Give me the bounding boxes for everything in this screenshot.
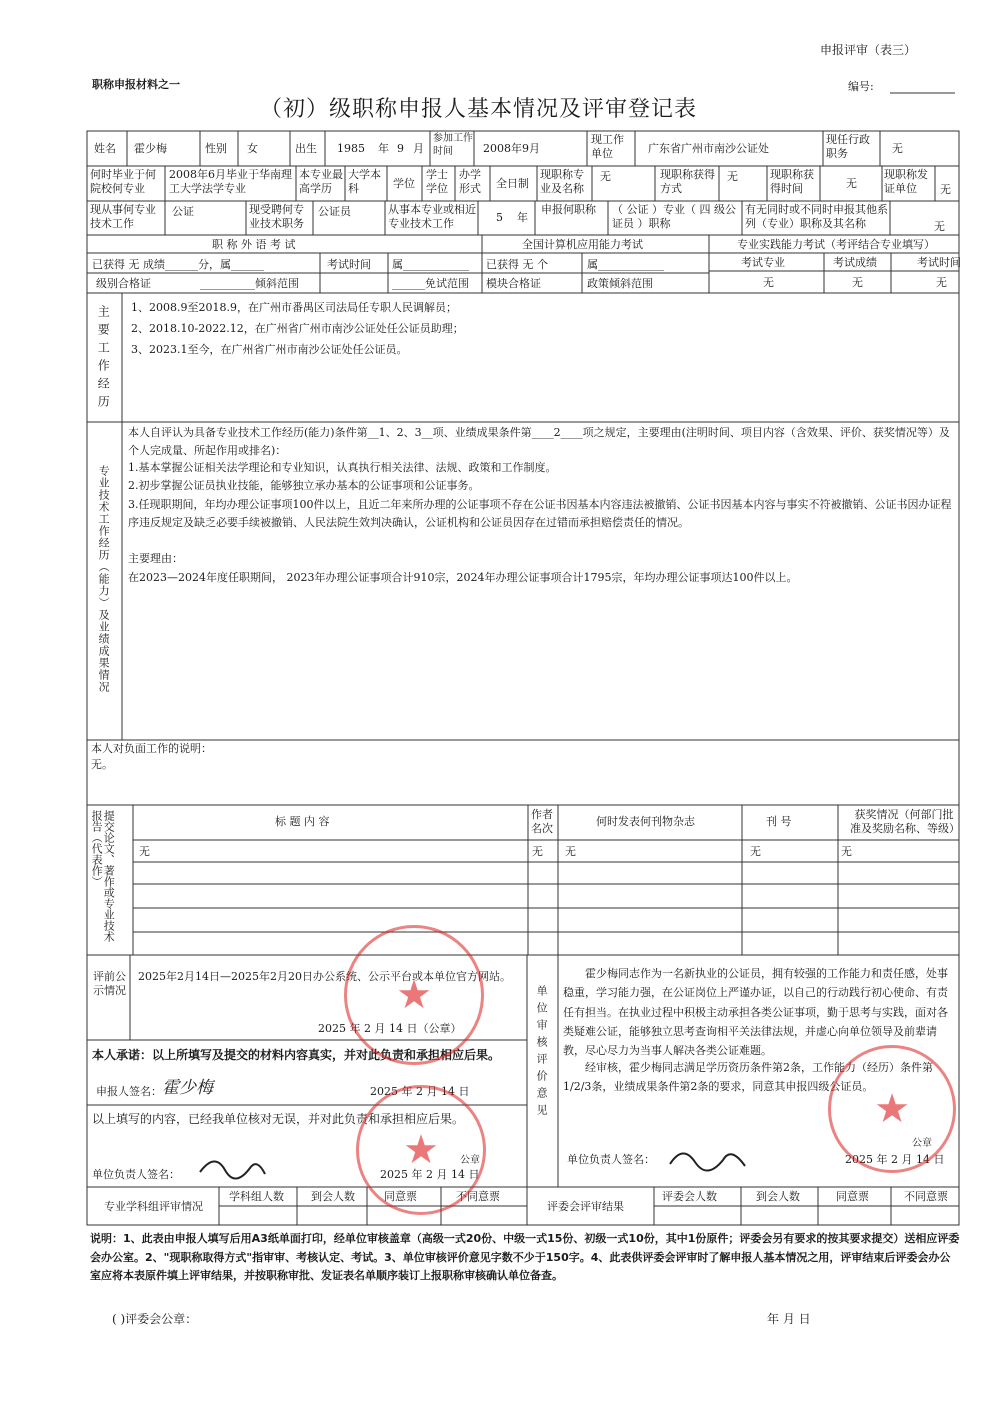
issuer-value: 无 <box>940 183 951 196</box>
comm-col-members: 评委会人数 <box>662 1190 717 1203</box>
papers-col-award: 获奖情况（何部门批准及奖励名称、等级） <box>850 808 960 835</box>
pledge-sign-label: 申报人签名： <box>96 1085 162 1098</box>
comp-line2: 模块合格证 <box>486 277 541 290</box>
lang-line2c: ______免试范围 <box>392 277 469 290</box>
name-label: 姓名 <box>94 142 116 155</box>
papers-award-value: 无 <box>841 845 852 858</box>
dept-col-members: 学科组人数 <box>229 1190 284 1203</box>
name-value: 霍少梅 <box>134 142 167 155</box>
official-seal-stamp <box>344 925 484 1065</box>
comp-line1: 已获得 无 个 <box>486 258 548 271</box>
comm-col-agree: 同意票 <box>836 1190 869 1203</box>
official-seal-stamp <box>828 1045 956 1173</box>
unit-review-p1: 霍少梅同志作为一名新执业的公证员，拥有较强的工作能力和责任感，处事稳重，学习能力强，在公证岗位上严谨办证，以自己的行动践行初心使命、有责任有担当。在执业过程中积极主动承担各类公证事项，勤于思考与实践，面对各类疑难公证，能够独立思考查询相平关法律法规，并虚心向单位领导及前辈请教，尽心尽力为当事人解决各类公证难题。 <box>563 967 948 1057</box>
unit-review-p2: 经审核，霍少梅同志满足学历资历条件第2条，工作能力（经历）条件第1/2/3条，业绩成果条件第2条的要求，同意其申报四级公证员。 <box>563 1061 933 1094</box>
obtain-label: 现职称获得方式 <box>660 168 715 195</box>
years-label: 从事本专业或相近专业技术工作 <box>388 203 476 230</box>
lang-line2b: __________倾斜范围 <box>200 277 299 290</box>
verify-text: 以上填写的内容，已经我单位核对无误，并对此负责和承担相应后果。 <box>92 1112 465 1126</box>
prac-val-time: 无 <box>936 276 947 289</box>
head-date: 2025 年 2 月 14 日 <box>380 1168 480 1181</box>
committee-date: 年 月 日 <box>767 1312 811 1326</box>
degree-value: 学士学位 <box>426 168 448 195</box>
other-label: 有无同时或不同时申报其他系列（专业）职称及其名称 <box>745 203 888 230</box>
form-code: 申报评审（表三） <box>820 43 917 57</box>
reason-title: 主要理由： <box>128 552 183 565</box>
unit-label: 现工作单位 <box>591 133 624 160</box>
apply-value: （ 公证 ）专业（ 四 级公证员 ）职称 <box>612 203 736 230</box>
comp-line1b: 属____________ <box>587 258 664 271</box>
comm-review-label: 评委会评审结果 <box>547 1200 624 1213</box>
edu-label: 本专业最高学历 <box>299 168 343 195</box>
pledge-date: 2025 年 2 月 14 日 <box>370 1085 470 1098</box>
papers-title-value: 无 <box>139 845 150 858</box>
cur-title-value: 无 <box>600 170 611 183</box>
performance-item-1: 1.基本掌握公证相关法学理论和专业知识，认真执行相关法律、法规、政策和工作制度。 <box>128 461 557 474</box>
committee-seal-label: ( )评委会公章： <box>112 1312 198 1326</box>
birth-year-unit: 年 <box>378 142 389 155</box>
grad-value: 2008年6月毕业于华南理工大学法学专业 <box>169 168 292 195</box>
page-title: （初）级职称申报人基本情况及评审登记表 <box>260 97 698 122</box>
work-history-line-1: 1、2008.9至2018.9，在广州市番禺区司法局任专职人民调解员； <box>131 301 457 314</box>
papers-issn-value: 无 <box>750 845 761 858</box>
serial-label: 编号: <box>848 80 874 93</box>
work-history-line-3: 3、2023.1至今，在广州省广州市南沙公证处任公证员。 <box>131 343 408 356</box>
work-history-label: 主要工作经历 <box>96 305 111 413</box>
unit-head-sign-label: 单位负责人签名： <box>567 1153 655 1166</box>
performance-item-2: 2.初步掌握公证员执业技能，能够独立承办基本的公证事项和公证事务。 <box>128 479 480 492</box>
dept-col-present: 到会人数 <box>311 1190 355 1203</box>
papers-label: 提交论文、著作或专业技术报告（代表作） <box>90 810 116 942</box>
lang-line2: 级别合格证 <box>96 277 151 290</box>
lang-header: 职 称 外 语 考 试 <box>212 238 296 251</box>
birth-label: 出生 <box>295 142 317 155</box>
edu-value: 大学本科 <box>348 168 381 195</box>
papers-col-rank: 作者名次 <box>531 808 553 835</box>
seal-star-icon: ★ <box>396 972 432 1018</box>
dept-col-agree: 同意票 <box>384 1190 417 1203</box>
birth-month-unit: 月 <box>413 142 424 155</box>
applicant-signature: 霍少梅 <box>162 1078 213 1098</box>
pledge-text: 本人承诺：以上所填写及提交的材料内容真实，并对此负责和承担相应后果。 <box>92 1048 501 1062</box>
prac-col-time: 考试时间 <box>917 256 961 269</box>
papers-col-journal: 何时发表何刊物杂志 <box>596 815 695 828</box>
official-seal-stamp <box>356 1085 486 1215</box>
unit-signature-scribble <box>665 1140 755 1176</box>
pledge-seal: 公章 <box>460 1155 480 1166</box>
papers-rank-value: 无 <box>532 845 543 858</box>
other-value: 无 <box>934 220 945 233</box>
head-sign-label: 单位负责人签名： <box>92 1168 180 1181</box>
performance-label: 专业技术工作经历（能力）及业绩成果情况 <box>97 465 111 693</box>
unit-seal: 公章 <box>912 1138 932 1149</box>
seal-star-icon: ★ <box>874 1086 910 1132</box>
prac-val-subject: 无 <box>763 276 774 289</box>
gender-value: 女 <box>247 142 258 155</box>
apply-label: 申报何职称 <box>541 203 596 216</box>
comm-col-present: 到会人数 <box>756 1190 800 1203</box>
prac-val-score: 无 <box>852 276 863 289</box>
publicity-label: 评前公示情况 <box>93 970 126 998</box>
lang-exam-time: 考试时间 <box>327 258 371 271</box>
degree-label: 学位 <box>393 177 415 190</box>
seal-star-icon: ★ <box>403 1127 439 1173</box>
dept-review-label: 专业学科组评审情况 <box>104 1200 203 1213</box>
comp-line2b: 政策倾斜范围 <box>587 277 653 290</box>
work-start-label: 参加工作时间 <box>433 133 473 157</box>
negative-label: 本人对负面工作的说明： <box>91 742 212 755</box>
unit-review-label: 单位审核评价意见 <box>535 985 549 1121</box>
cur-title-label: 现职称专业及名称 <box>540 168 584 195</box>
hired-label: 现受聘何专业技术职务 <box>249 203 304 230</box>
comp-header: 全国计算机应用能力考试 <box>522 238 643 251</box>
post-value: 无 <box>892 142 903 155</box>
field-value: 公证 <box>172 205 194 218</box>
unit-value: 广东省广州市南沙公证处 <box>648 142 769 155</box>
papers-journal-value: 无 <box>565 845 576 858</box>
negative-value: 无。 <box>91 758 113 771</box>
head-signature-scribble <box>195 1150 275 1182</box>
performance-intro: 本人自评认为具备专业技术工作经历(能力)条件第__1、2、3__项、业绩成果条件第____2____项之规定，主要理由(注明时间、项目内容（含效果、评价、获奖情况等）及个人完成量、所起作用或排名)： <box>128 426 950 457</box>
prac-col-subject: 考试专业 <box>741 256 785 269</box>
papers-col-title: 标 题 内 容 <box>275 815 330 828</box>
gender-label: 性别 <box>205 142 227 155</box>
years-value: 5 <box>496 211 503 224</box>
mode-label: 办学形式 <box>459 168 481 195</box>
performance-item-3: 3.任现职期间，年均办理公证事项100件以上，且近二年来所办理的公证事项不存在公证书因基本内容违法被撤销、公证书因基本内容与事实不符被撤销、公证书因办证程序违反规定及缺乏必要手续被撤销、人民法院生效判决确认，公证机构和公证员因存在过错而承担赔偿责任的情况。 <box>128 498 952 529</box>
unit-review-date: 2025 年 2 月 14 日 <box>845 1153 945 1166</box>
hired-value: 公证员 <box>318 205 351 218</box>
mode-value: 全日制 <box>496 177 529 190</box>
lang-line1b: 属____________ <box>392 258 469 271</box>
dept-col-disagree: 不同意票 <box>456 1190 500 1203</box>
publicity-date: 2025 年 2 月 14 日（公章） <box>318 1022 462 1035</box>
comm-col-disagree: 不同意票 <box>904 1190 948 1203</box>
grad-label: 何时毕业于何院校何专业 <box>90 168 156 195</box>
field-label: 现从事何专业技术工作 <box>90 203 156 230</box>
work-start-value: 2008年9月 <box>483 142 540 155</box>
reason-text: 在2023—2024年度任职期间， 2023年办理公证事项合计910宗，2024年办理公证事项合计1795宗，年均办理公证事项达100件以上。 <box>128 571 798 584</box>
obtain-value: 无 <box>727 170 738 183</box>
work-history-line-2: 2、2018.10-2022.12，在广州省广州市南沙公证处任公证员助理； <box>131 322 464 335</box>
birth-month: 9 <box>397 142 404 155</box>
papers-col-issn: 刊 号 <box>766 815 792 828</box>
notes: 说明：1、此表由申报人填写后用A3纸单面打印，经单位审核盖章（高级一式20份、中级一式15份、初级一式10份，其中1份原件；评委会另有要求的按其要求提交）送相应评委会办公室。2、"现职称取得方式"指审审、考核认定、考试。3、单位审核评价意见字数不少于150字。4、此表供评委会评审时了解申报人基本情况之用，评审结束后评委会办公室应将本表原件填上评审结果，并按职称审批、发证表名单顺序装订上报职称审核确认单位备查。 <box>90 1232 960 1283</box>
issuer-label: 现职称发证单位 <box>884 168 928 195</box>
post-label: 现任行政职务 <box>826 133 870 160</box>
obtain-time-label: 现职称获得时间 <box>770 168 814 195</box>
prac-header: 专业实践能力考试（考评结合专业填写） <box>737 238 935 251</box>
lang-line1: 已获得 无 成绩______分，属______ <box>92 258 264 271</box>
material-label: 职称申报材料之一 <box>92 78 180 91</box>
years-unit: 年 <box>517 211 528 224</box>
publicity-text: 2025年2月14日—2025年2月20日办公系统、公示平台或本单位官方网站。 <box>138 970 511 983</box>
prac-col-score: 考试成绩 <box>833 256 877 269</box>
obtain-time-value: 无 <box>846 177 857 190</box>
birth-year: 1985 <box>337 142 365 155</box>
